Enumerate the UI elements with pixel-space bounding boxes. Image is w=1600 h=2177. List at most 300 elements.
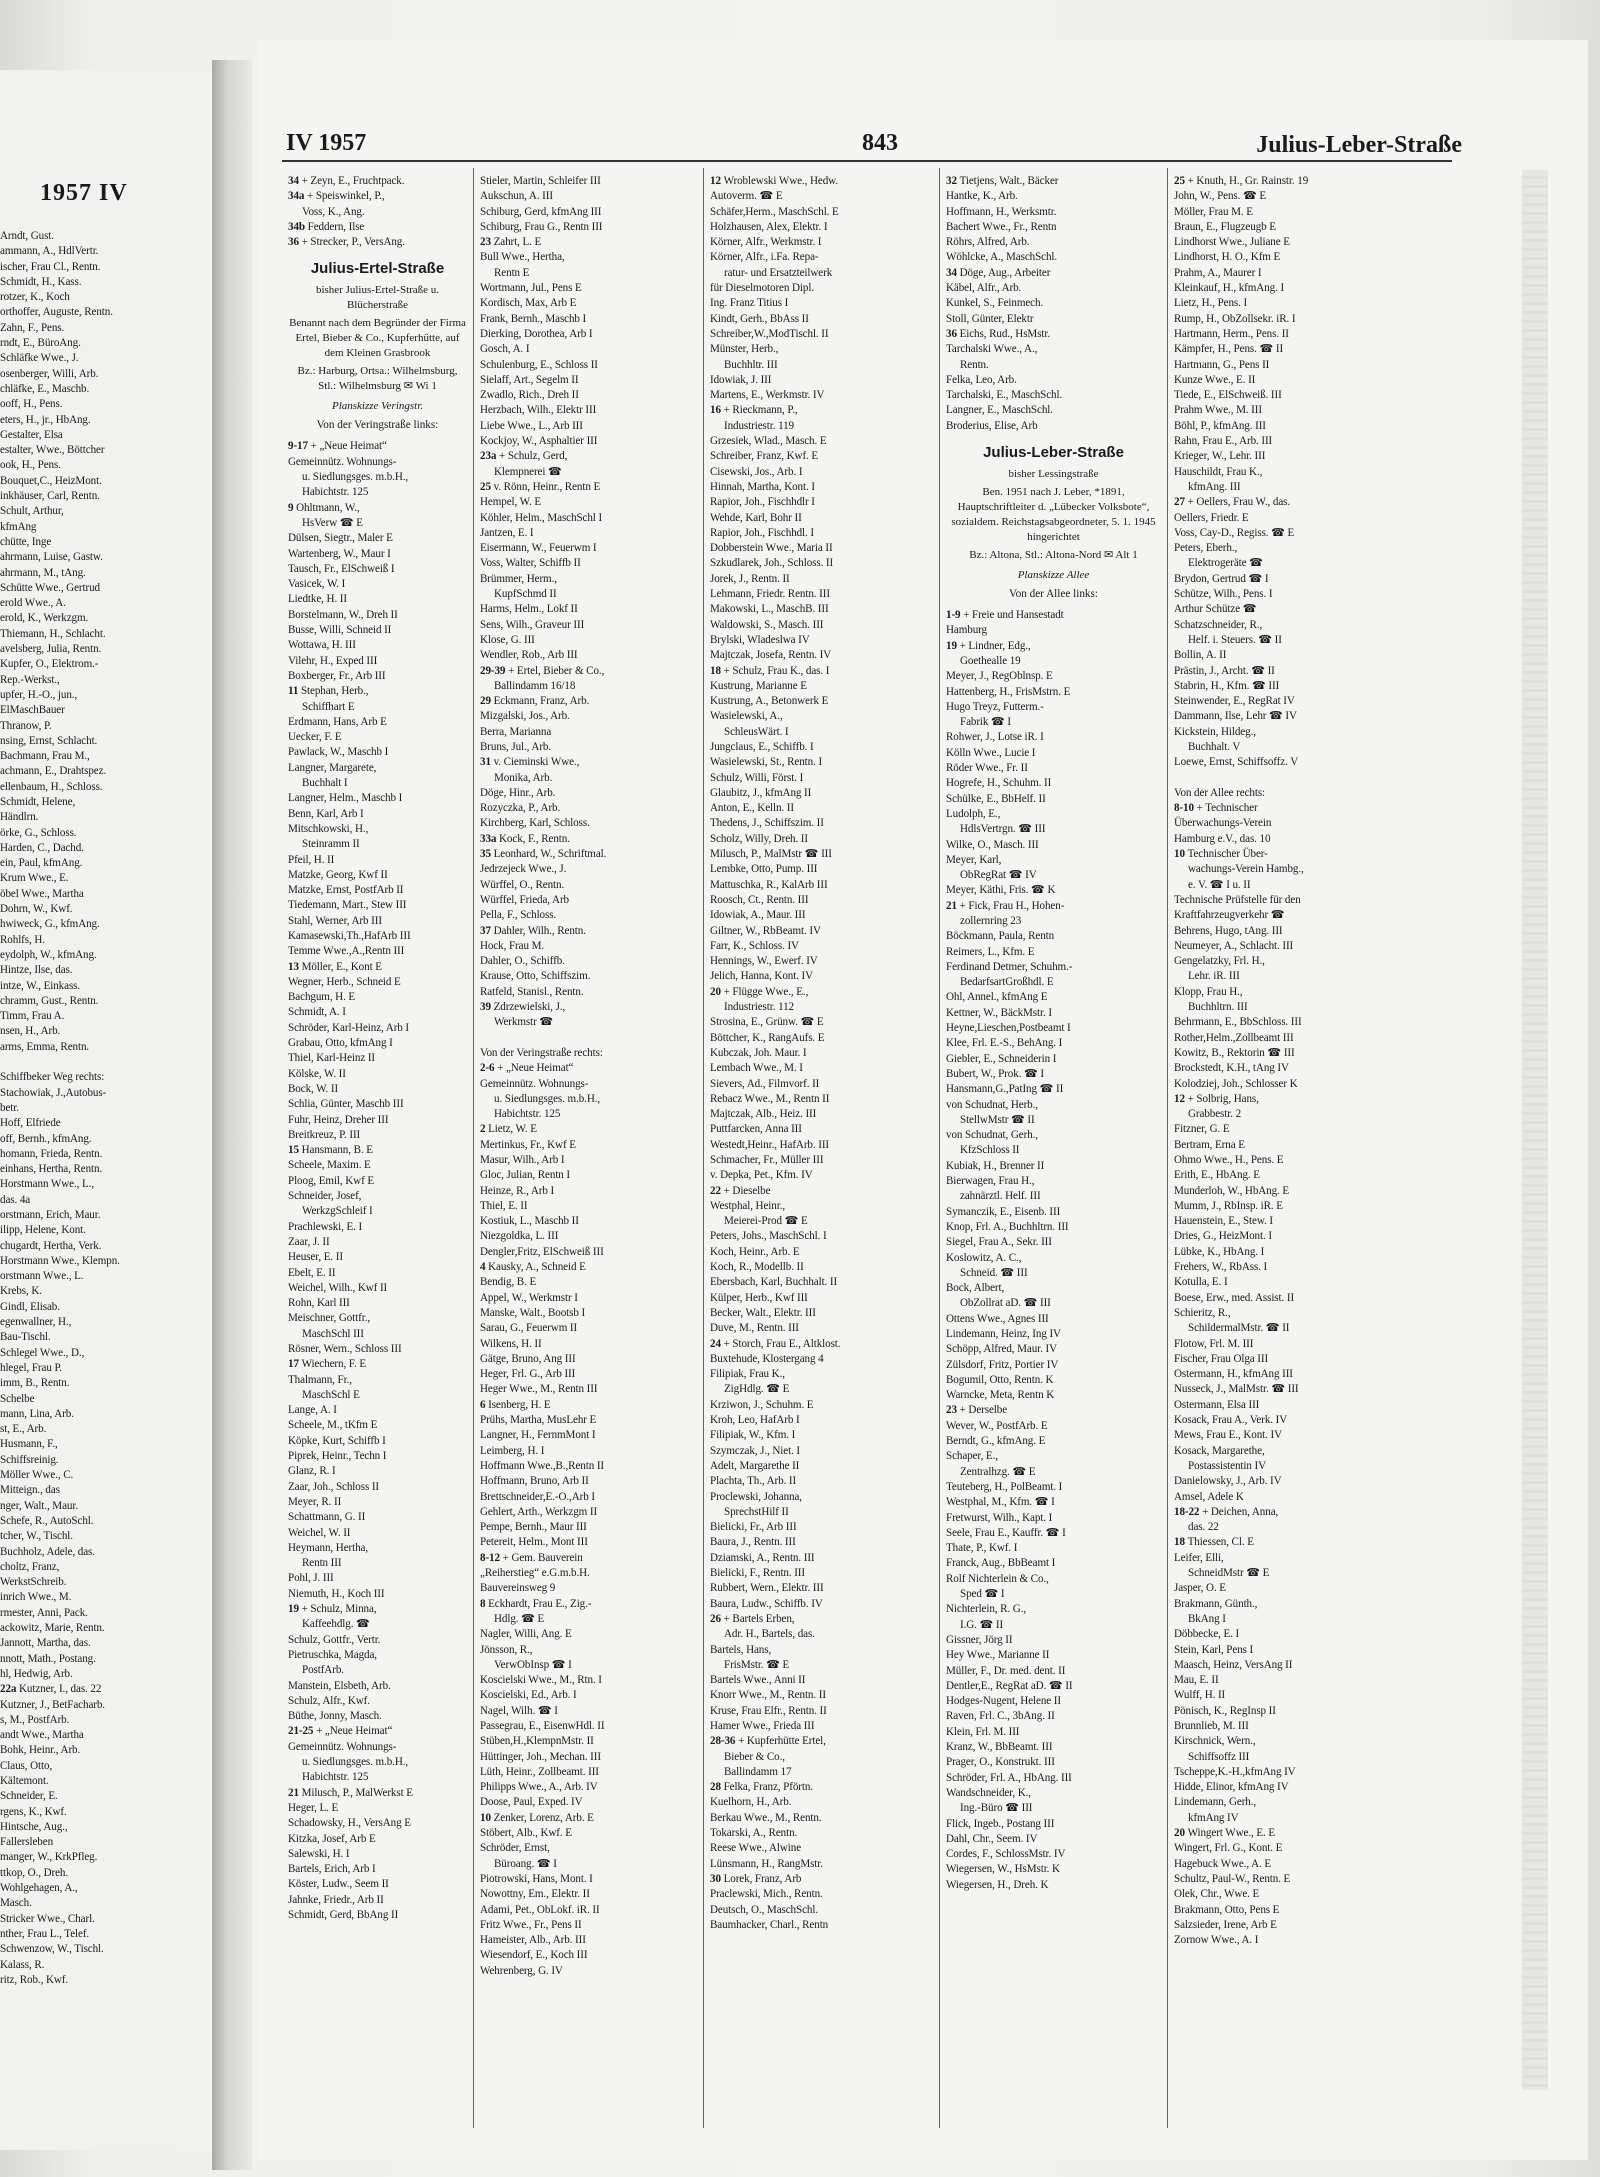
directory-entry: Gosch, A. I [480, 343, 530, 356]
directory-entry: Schmacher, Fr., Müller III [710, 1154, 824, 1166]
directory-entry: Thiel, E. II [480, 1199, 528, 1212]
house-number: 35 [480, 848, 494, 861]
directory-entry: Krause, Otto, Schiffszim. [480, 970, 591, 983]
directory-entry: Rentn. [960, 358, 989, 371]
directory-entry: orstmann, Erich, Maur. [0, 1209, 101, 1221]
directory-entry: Gloc, Julian, Rentn I [480, 1169, 571, 1182]
house-number: 25 [1174, 175, 1188, 187]
house-number: 29 [480, 695, 494, 708]
directory-entry: ischer, Frau Cl., Rentn. [0, 260, 101, 273]
directory-entry: Eisermann, W., Feuerwm I [480, 542, 597, 555]
directory-entry: öbel Wwe., Martha [0, 887, 84, 900]
directory-entry: Hidde, Elinor, kfmAng IV [1174, 1781, 1289, 1794]
directory-entry: Schreiber,W.,ModTischl. II [710, 327, 829, 340]
directory-entry: Gemeinnütz. Wohnungs- [480, 1077, 589, 1090]
column-4-entries [946, 608, 1161, 1893]
house-number: 18 [710, 664, 724, 677]
directory-entry: Thiemann, H., Schlacht. [0, 627, 106, 640]
directory-entry: Behrmann, E., BbSchloss. III [1174, 1016, 1302, 1029]
directory-entry: Mertinkus, Fr., Kwf E [480, 1138, 576, 1151]
directory-entry: Bogumil, Otto, Rentn. K [946, 1373, 1054, 1386]
directory-entry: ooff, H., Pens. [0, 398, 63, 411]
directory-entry: Lange, A. I [288, 1404, 337, 1417]
directory-entry: Timm, Frau A. [0, 1010, 65, 1023]
directory-entry: 21-25 + „Neue Heimat“ [288, 1725, 393, 1738]
directory-entry: Monika, Arb. [494, 771, 553, 784]
directory-entry: Westedt,Heinr., HafArb. III [710, 1138, 830, 1151]
directory-entry: Schütte Wwe., Gertrud [0, 581, 100, 594]
directory-entry: Salewski, H. I [288, 1847, 350, 1860]
directory-entry: von Schudnat, Gerh., [946, 1129, 1038, 1142]
directory-entry: Stoll, Günter, Elektr [946, 312, 1034, 325]
directory-entry: erold, K., Werkzgm. [0, 612, 89, 625]
directory-entry: Szymczak, J., Niet. I [710, 1444, 801, 1457]
street-description-line: Ben. 1951 nach J. Leber, *1891, Hauptschriftleiter d. „Lübecker Volksbote“, sozialdem. Reichstagsabgeordneter, 5. 1. 1945 hingerichtet [951, 486, 1156, 544]
directory-entry: homann, Frieda, Rentn. [0, 1147, 103, 1160]
directory-entry: Meyer, Käthi, Fris. ☎ K [946, 884, 1056, 897]
directory-entry: Brockstedt, K.H., tAng IV [1174, 1062, 1289, 1075]
directory-entry: Berra, Marianna [480, 725, 552, 738]
directory-entry: ahrmann, M., tAng. [0, 566, 86, 579]
directory-entry: 28-36 + Kupferhütte Ertel, [710, 1735, 826, 1748]
directory-entry: Harden, C., Dachd. [0, 841, 84, 854]
directory-entry: Peters, Johs., MaschSchl. I [710, 1230, 827, 1243]
directory-entry: Kämpfer, H., Pens. ☎ II [1174, 343, 1284, 356]
directory-entry: Liedtke, H. II [288, 593, 347, 606]
directory-entry: u. Siedlungsges. m.b.H., [302, 1756, 409, 1769]
directory-entry: Temme Wwe.,A.,Rentn III [288, 945, 405, 958]
directory-entry: Wever, W., PostfArb. E [946, 1419, 1048, 1432]
directory-entry: Hartmann, G., Pens II [1174, 358, 1270, 371]
directory-entry: Kroh, Leo, HafArb I [710, 1414, 800, 1427]
directory-entry: 8-10 + Technischer [1174, 802, 1258, 815]
directory-entry: Rump, H., ObZollsekr. iR. I [1174, 312, 1296, 325]
directory-entry: Meyer, R. II [288, 1495, 342, 1508]
directory-entry: Gehlert, Arth., Werkzgm II [480, 1505, 598, 1518]
directory-entry: Kuelhorn, H., Arb. [710, 1796, 792, 1809]
directory-entry: Breitkreuz, P. III [288, 1128, 361, 1141]
directory-entry: Grabbestr. 2 [1188, 1108, 1242, 1121]
directory-entry: Reese Wwe., Alwine [710, 1842, 802, 1855]
directory-entry: 31 v. Cieminski Wwe., [480, 756, 580, 769]
directory-entry: Kostiuk, L., Maschb II [480, 1215, 579, 1228]
house-number: 20 [1174, 1827, 1188, 1840]
directory-entry: Amsel, Adele K [1174, 1490, 1244, 1503]
directory-entry: Lembke, Otto, Pump. III [710, 863, 818, 876]
directory-entry: Ebelt, E. II [288, 1266, 336, 1279]
directory-entry: Sped ☎ I [960, 1588, 1005, 1601]
directory-entry: Baumhacker, Charl., Rentn [710, 1918, 829, 1931]
directory-entry: Dülsen, Siegtr., Maler E [288, 532, 393, 545]
directory-entry: Schröder, Frl. A., HbAng. III [946, 1771, 1072, 1784]
house-number: 30 [710, 1872, 724, 1885]
directory-entry: Schieritz, R., [1174, 1306, 1231, 1319]
directory-entry: 1-9 + Freie und Hansestadt [946, 609, 1064, 622]
directory-entry: Bendig, B. E [480, 1276, 537, 1289]
directory-entry: Pempe, Bernh., Maur III [480, 1521, 587, 1534]
directory-entry: Koscielski, Ed., Arb. I [480, 1689, 577, 1702]
directory-entry: Bartels, Hans, [710, 1643, 772, 1656]
directory-entry: Dentler,E., RegRat aD. ☎ II [946, 1679, 1073, 1692]
directory-entry: 20 + Flügge Wwe., E., [710, 985, 809, 998]
directory-entry: Borstelmann, W., Dreh II [288, 608, 398, 621]
directory-entry: eters, H., jr., HbAng. [0, 413, 91, 426]
directory-entry: Ostermann, Elsa III [1174, 1398, 1260, 1411]
directory-entry: Schulz, Alfr., Kwf. [288, 1694, 370, 1707]
directory-entry: Schiburg, Gerd, kfmAng III [480, 205, 602, 218]
directory-entry: hwiweck, G., kfmAng. [0, 918, 100, 931]
directory-entry: Lünsmann, H., RangMstr. [710, 1857, 823, 1870]
directory-entry: 23 Zahrt, L. E [480, 236, 542, 249]
directory-entry: Schiffhart E [302, 700, 355, 713]
directory-entry: Schulenburg, E., Schloss II [480, 358, 598, 371]
directory-entry: ellenbaum, H., Schloss. [0, 780, 103, 793]
directory-entry: wachungs-Verein Hambg., [1188, 863, 1304, 876]
street-description-julius-leber [946, 467, 1161, 563]
directory-entry: Heger Wwe., M., Rentn III [480, 1383, 598, 1396]
directory-entry: das. 22 [1188, 1521, 1219, 1534]
directory-entry: Zülsdorf, Fritz, Portier IV [946, 1358, 1059, 1371]
directory-entry: Olek, Chr., Wwe. E [1174, 1888, 1260, 1901]
house-number: 20 [710, 985, 724, 998]
directory-entry: zollernring 23 [960, 914, 1022, 927]
house-number: 18 [1174, 1536, 1188, 1549]
directory-entry: 26 + Bartels Erben, [710, 1612, 795, 1625]
directory-entry: Lembach Wwe., M. I [710, 1062, 803, 1075]
directory-entry: Hodges-Nugent, Helene II [946, 1695, 1061, 1708]
directory-entry: Körner, Alfr., Werkmstr. I [710, 236, 822, 249]
directory-entry: off, Bernh., kfmAng. [0, 1132, 92, 1145]
directory-entry: 11 Stephan, Herb., [288, 685, 369, 698]
street-description-line: bisher Lessingstraße [1008, 468, 1099, 481]
house-number: 34b [288, 220, 308, 233]
directory-entry: Ebersbach, Karl, Buchhalt. II [710, 1276, 838, 1289]
directory-entry: Wehrenberg, G. IV [480, 1964, 563, 1977]
directory-entry: Jantzen, E. I [480, 526, 534, 539]
directory-entry: 25 v. Rönn, Heinr., Rentn E [480, 480, 601, 493]
directory-entry: Meischner, Gottfr., [288, 1312, 371, 1325]
directory-entry: Heyne,Lieschen,Postbeamt I [946, 1022, 1071, 1035]
directory-entry: upfer, H.-O., jun., [0, 688, 78, 701]
directory-entry: Wiegersen, W., HsMstr. K [946, 1863, 1060, 1876]
left-page-lines [0, 229, 212, 1988]
directory-entry: 36 + Strecker, P., VersAng. [288, 236, 405, 249]
directory-entry: Von der Veringstraße rechts: [480, 1046, 603, 1059]
directory-entry: Cordes, F., SchlossMstr. IV [946, 1848, 1066, 1861]
directory-entry: Adr. H., Bartels, das. [724, 1628, 815, 1641]
directory-entry: Arndt, Gust. [0, 230, 54, 242]
directory-entry: Stüben,H.,KlempnMstr. II [480, 1735, 594, 1748]
directory-entry: Schneider, Josef, [288, 1190, 362, 1203]
directory-entry: 20 Wingert Wwe., E. E [1174, 1827, 1276, 1840]
header-street-name: Julius-Leber-Straße [1256, 132, 1462, 158]
directory-entry: Pohl, J. III [288, 1572, 334, 1585]
directory-entry: ein, Paul, kfmAng. [0, 857, 83, 870]
directory-entry: Heymann, Hertha, [288, 1541, 369, 1554]
directory-entry: FrisMstr. ☎ E [724, 1658, 790, 1671]
directory-entry: Rohwer, J., Lotse iR. I [946, 731, 1044, 744]
directory-entry: Jungclaus, E., Schiffb. I [710, 740, 814, 753]
directory-entry: Bielicki, F., Rentn. III [710, 1567, 806, 1580]
directory-entry: Schiffbeker Weg rechts: [0, 1071, 105, 1084]
directory-entry: arms, Emma, Rentn. [0, 1040, 90, 1053]
directory-entry: Goethealle 19 [960, 654, 1021, 667]
directory-entry: Duve, M., Rentn. III [710, 1322, 799, 1335]
directory-entry: orthoffer, Auguste, Rentn. [0, 306, 113, 319]
directory-entry: Idowiak, J. III [710, 373, 772, 386]
directory-entry: erold Wwe., A. [0, 597, 66, 610]
directory-entry: KupfSchmd II [494, 588, 557, 601]
house-number: 8-12 [480, 1551, 503, 1564]
directory-entry: Gätge, Bruno, Ang III [480, 1352, 576, 1365]
directory-entry: Idowiak, A., Maur. III [710, 909, 806, 922]
directory-entry: Manske, Walt., Bootsb I [480, 1306, 586, 1319]
directory-entry: Schaper, E., [946, 1450, 998, 1463]
directory-entry: Bartels Wwe., Anni II [710, 1674, 806, 1687]
directory-entry: Kotulla, E. I [1174, 1276, 1228, 1289]
directory-entry: Krum Wwe., E. [0, 872, 69, 885]
directory-entry: Fabrik ☎ I [960, 716, 1012, 729]
column-4 [940, 168, 1168, 2128]
directory-entry: Zaar, Joh., Schloss II [288, 1480, 380, 1493]
street-title-julius-ertel: Julius-Ertel-Straße [310, 260, 445, 278]
directory-entry: Kolodziej, Joh., Schlosser K [1174, 1077, 1298, 1090]
directory-entry: Holzhausen, Alex, Elektr. I [710, 220, 828, 233]
directory-entry: Steinwender, E., RegRat IV [1174, 695, 1295, 708]
directory-entry: Voss, Walter, Schiffb II [480, 557, 581, 570]
directory-entry: Kustrung, Marianne E [710, 679, 807, 692]
directory-entry: Ohmo Wwe., H., Pens. E [1174, 1154, 1284, 1166]
directory-entry: Mitteign., das [0, 1484, 60, 1497]
directory-entry: Flotow, Frl. M. III [1174, 1337, 1254, 1350]
directory-entry: Schiburg, Frau G., Rentn III [480, 220, 603, 233]
directory-entry: Gemeinnütz. Wohnungs- [288, 455, 397, 468]
directory-entry: Schulz, Willi, Först. I [710, 771, 804, 784]
directory-entry: „Reiherstieg“ e.G.m.b.H. [480, 1567, 590, 1580]
directory-entry: Helf. i. Steuers. ☎ II [1188, 633, 1282, 646]
house-number: 28-36 [710, 1735, 739, 1748]
directory-entry: s, M., PostfArb. [0, 1713, 70, 1726]
directory-entry: 34 Döge, Aug., Arbeiter [946, 266, 1051, 279]
directory-entry: Kowitz, B., Rektorin ☎ III [1174, 1046, 1295, 1059]
directory-entry: Zentralhzg. ☎ E [960, 1465, 1036, 1478]
directory-entry: Lüth, Heinr., Zollbeamt. III [480, 1765, 599, 1778]
directory-entry: Heinze, R., Arb I [480, 1184, 555, 1197]
directory-entry: Brunnlieb, M. III [1174, 1719, 1249, 1732]
directory-entry: Aukschun, A. III [480, 190, 553, 203]
directory-entry: Kölln Wwe., Lucie I [946, 746, 1036, 759]
directory-entry: Kunze Wwe., E. II [1174, 373, 1256, 386]
directory-entry: Masch. [0, 1897, 32, 1910]
house-number: 19 [288, 1603, 302, 1616]
directory-entry: Industriestr. 119 [724, 419, 794, 432]
directory-entry: Passegrau, E., EisenwHdl. II [480, 1719, 605, 1732]
directory-entry: u. Siedlungsges. m.b.H., [302, 471, 409, 484]
directory-entry: Schläfke Wwe., J. [0, 352, 79, 365]
directory-entry: Majtczak, Alb., Heiz. III [710, 1108, 817, 1121]
directory-entry: Frank, Bernh., Maschb I [480, 312, 587, 325]
directory-entry: Philipps Wwe., A., Arb. IV [480, 1781, 598, 1794]
directory-entry: Rolf Nichterlein & Co., [946, 1572, 1049, 1585]
directory-entry: Tarchalski, E., MaschSchl. [946, 389, 1063, 402]
directory-entry: Kordisch, Max, Arb E [480, 297, 577, 310]
directory-entry: Koscielski Wwe., M., Rtn. I [480, 1674, 602, 1687]
directory-entry: Rozyczka, P., Arb. [480, 802, 561, 815]
directory-entry: Wilkens, H. II [480, 1337, 542, 1350]
directory-entry: Ratfeld, Stanisl., Rentn. [480, 985, 584, 998]
directory-entry: das. 4a [0, 1193, 31, 1206]
directory-entry: Bertram, Erna E [1174, 1138, 1245, 1151]
directory-entry: 9 Ohltmann, W., [288, 501, 360, 514]
directory-entry: Schäfer,Herm., MaschSchl. E [710, 205, 839, 218]
directory-entry: Technische Prüfstelle für den [1174, 893, 1301, 906]
directory-entry: örke, G., Schloss. [0, 826, 77, 839]
directory-entry: 27 + Oellers, Frau W., das. [1174, 496, 1291, 509]
directory-entry: Rother,Helm.,Zollbeamt III [1174, 1031, 1294, 1044]
directory-entry: Neumeyer, A., Schlacht. III [1174, 939, 1294, 952]
plan-note-veringstr: Planskizze Veringstr. [331, 400, 424, 413]
directory-entry: Jasper, O. E [1174, 1582, 1226, 1595]
directory-entry: 37 Dahler, Wilh., Rentn. [480, 924, 586, 937]
directory-entry: Dahl, Chr., Seem. IV [946, 1832, 1038, 1845]
directory-entry: Pönisch, K., RegInsp II [1174, 1704, 1276, 1717]
directory-entry: Schulz, Gottfr., Vertr. [288, 1633, 381, 1646]
directory-entry: Fischer, Frau Olga III [1174, 1352, 1269, 1365]
directory-entry: Bock, W. II [288, 1082, 339, 1095]
directory-entry: Heuser, E. II [288, 1251, 343, 1264]
directory-entry: Fallersleben [0, 1836, 54, 1849]
directory-entry: Symanczik, E., Eisenb. III [946, 1205, 1061, 1218]
directory-entry: MaschSchl III [302, 1327, 364, 1340]
directory-entry: rotzer, K., Koch [0, 291, 70, 304]
directory-entry: ObRegRat ☎ IV [960, 869, 1037, 882]
directory-entry: Arthur Schütze ☎ [1174, 603, 1257, 616]
directory-entry: Thate, P., Kwf. I [946, 1542, 1018, 1555]
directory-entry: Seele, Frau E., Kauffr. ☎ I [946, 1526, 1066, 1539]
directory-entry: Adelt, Margarethe II [710, 1459, 800, 1472]
directory-entry: Leimberg, H. I [480, 1444, 545, 1457]
directory-entry: Brümmer, Herm., [480, 572, 557, 585]
directory-entry: Schattmann, G. II [288, 1511, 366, 1524]
directory-entry: Kockjoy, W., Asphaltier III [480, 435, 598, 448]
directory-entry: PostfArb. [302, 1664, 344, 1677]
directory-entry: Langner, E., MaschSchl. [946, 404, 1053, 417]
directory-entry: Werkmstr ☎ [494, 1016, 554, 1029]
directory-entry: Schmidt, A. I [288, 1006, 346, 1019]
directory-entry: MaschSchl E [302, 1388, 360, 1401]
directory-entry: rgens, K., Kwf. [0, 1805, 67, 1818]
directory-entry: Boxberger, Fr., Arb III [288, 669, 386, 682]
directory-entry: 29-39 + Ertel, Bieber & Co., [480, 664, 605, 677]
directory-entry: Hoff, Elfriede [0, 1117, 61, 1130]
house-number: 24 [710, 1337, 724, 1350]
directory-entry: Vilehr, H., Exped III [288, 654, 378, 667]
house-number: 9-17 [288, 440, 311, 453]
directory-entry: Thiel, Karl-Heinz II [288, 1052, 376, 1065]
directory-entry: Jönsson, R., [480, 1643, 533, 1656]
directory-entry: Habichtstr. 125 [494, 1108, 561, 1121]
directory-entry: Schmidt, H., Kass. [0, 275, 82, 288]
directory-entry: Kamasewski,Th.,HafArb III [288, 929, 411, 942]
house-number: 9 [288, 501, 297, 514]
house-number: 21-25 [288, 1725, 317, 1738]
directory-entry: Kindt, Gerh., BbAss II [710, 312, 809, 325]
directory-entry: Hempel, W. E [480, 496, 542, 509]
directory-entry: Hauenstein, E., Stew. I [1174, 1215, 1273, 1228]
directory-entry: Harms, Helm., Lokf II [480, 603, 578, 616]
directory-entry: Herzbach, Wilh., Elektr III [480, 404, 597, 417]
house-number: 39 [480, 1001, 494, 1014]
directory-entry: hlegel, Frau P. [0, 1361, 62, 1374]
directory-entry: Lübke, K., HbAng. I [1174, 1245, 1265, 1258]
directory-entry: Kalass, R. [0, 1958, 45, 1971]
directory-entry: Hoffmann, Bruno, Arb II [480, 1475, 589, 1488]
directory-entry: Schlia, Günter, Maschb III [288, 1098, 404, 1111]
directory-entry: 33a Kock, F., Rentn. [480, 832, 570, 845]
directory-entry: Lindhorst Wwe., Juliane E [1174, 236, 1290, 249]
directory-columns [282, 168, 1452, 2128]
directory-entry: Fuhr, Heinz, Dreher III [288, 1113, 389, 1126]
directory-entry: 23a + Schulz, Gerd, [480, 450, 568, 463]
directory-entry: 2 Lietz, W. E [480, 1123, 537, 1136]
directory-entry: 29 Eckmann, Franz, Arb. [480, 695, 590, 708]
directory-entry: Munderloh, W., HbAng. E [1174, 1184, 1290, 1197]
directory-entry: Röhrs, Alfred, Arb. [946, 236, 1030, 249]
directory-entry: Kupfer, O., Elektrom.- [0, 658, 99, 671]
directory-entry: Glanz, R. I [288, 1465, 336, 1478]
directory-entry: Rentn III [302, 1557, 342, 1570]
directory-entry: Dahler, O., Schiffb. [480, 955, 565, 968]
directory-entry: Voss, K., Ang. [302, 205, 365, 218]
directory-entry: SchneidMstr ☎ E [1188, 1567, 1270, 1580]
house-number: 18-22 [1174, 1505, 1203, 1518]
directory-entry: 36 Eichs, Rud., HsMstr. [946, 327, 1051, 340]
directory-entry: Jedrzejeck Wwe., J. [480, 863, 567, 876]
directory-entry: Habichtstr. 125 [302, 486, 369, 499]
directory-entry: HsVerw ☎ E [302, 516, 363, 529]
house-number: 21 [946, 899, 960, 912]
directory-entry: Böckmann, Paula, Rentn [946, 930, 1055, 943]
directory-entry: Wiesendorf, E., Koch III [480, 1949, 588, 1962]
directory-entry: rndt, E., BüroAng. [0, 337, 81, 350]
directory-entry: Schiffsoffz III [1188, 1750, 1250, 1763]
directory-entry: Dziamski, A., Rentn. III [710, 1551, 815, 1564]
house-number: 10 [1174, 848, 1188, 861]
directory-entry: Pella, F., Schloss. [480, 909, 557, 922]
directory-entry: Wegner, Herb., Schneid E [288, 975, 401, 988]
directory-entry: eydolph, W., kfmAng. [0, 948, 97, 961]
directory-entry: Bull Wwe., Hertha, [480, 251, 565, 264]
directory-entry: Giebler, E., Schneiderin I [946, 1052, 1057, 1065]
directory-entry: chramm, Gust., Rentn. [0, 994, 99, 1007]
directory-entry: Jorek, J., Rentn. II [710, 572, 790, 585]
directory-entry: VerwObInsp ☎ I [494, 1658, 572, 1671]
house-number: 8 [480, 1597, 489, 1610]
directory-entry: Käbel, Alfr., Arb. [946, 282, 1022, 295]
directory-entry: inkhäuser, Carl, Rentn. [0, 490, 100, 503]
street-title-julius-leber: Julius-Leber-Straße [983, 444, 1124, 462]
directory-entry: Brakmann, Otto, Pens E [1174, 1903, 1280, 1916]
directory-entry: Kettner, W., BäckMstr. I [946, 1006, 1052, 1019]
directory-entry: choltz, Franz, [0, 1560, 60, 1573]
directory-entry: Meierei-Prod ☎ E [724, 1215, 808, 1228]
directory-entry: Jahnke, Friedr., Arb II [288, 1893, 384, 1906]
directory-entry: ilipp, Helene, Kont. [0, 1224, 86, 1237]
directory-entry: Kickstein, Hildeg., [1174, 725, 1256, 738]
directory-entry: 9-17 + „Neue Heimat“ [288, 440, 387, 453]
directory-entry: Wandschneider, K., [946, 1786, 1031, 1799]
directory-entry: Jelich, Hanna, Kont. IV [710, 970, 814, 983]
